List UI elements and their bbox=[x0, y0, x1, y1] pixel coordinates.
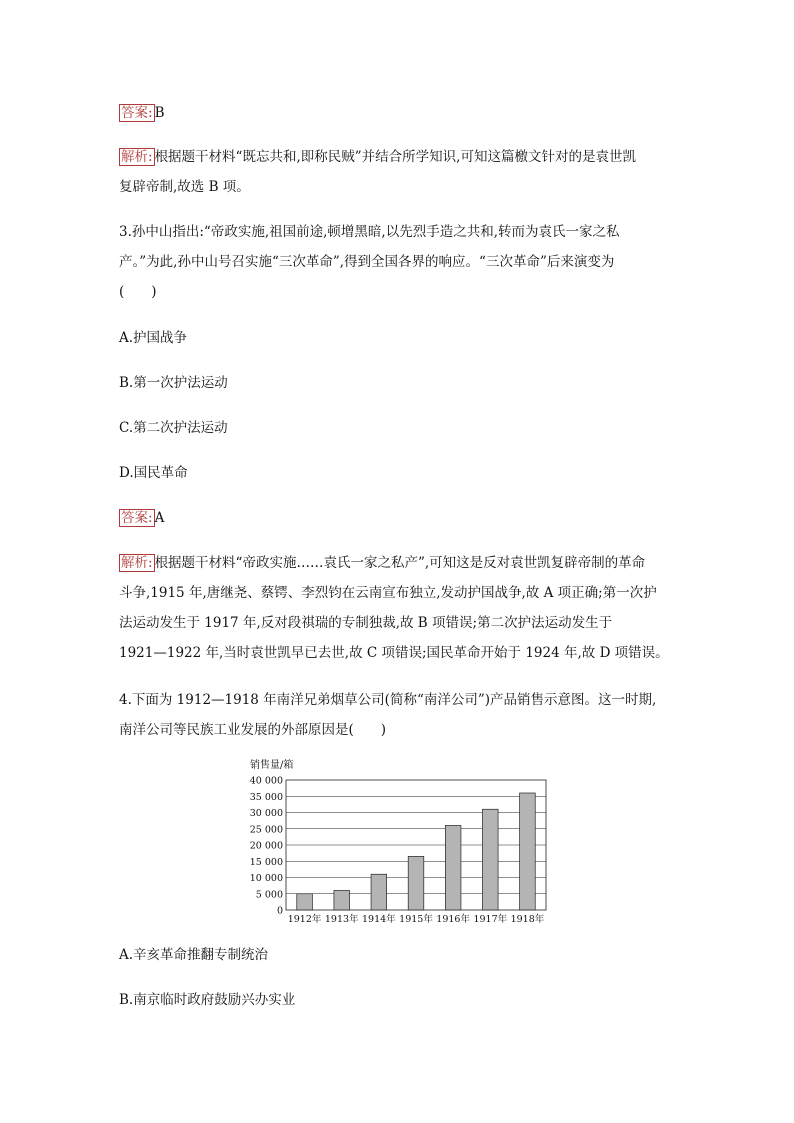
q3-stem-line-1: 3.孙中山指出:“帝政实施,祖国前途,顿增黑暗,以先烈手造之共和,转而为袁氏一家之私 bbox=[119, 224, 620, 240]
chart-bar bbox=[408, 856, 424, 910]
q3-option-a: A.护国战争 bbox=[119, 330, 188, 346]
chart-x-tick-label: 1915年 bbox=[399, 914, 433, 925]
chart-y-tick-label: 40 000 bbox=[249, 775, 283, 787]
q2-analysis-line-1 bbox=[119, 147, 636, 167]
q3-analysis-text-1: 根据题干材料“帝政实施……袁氏一家之私产”,可知这是反对袁世凯复辟帝制的革命 bbox=[154, 555, 646, 571]
chart-bar bbox=[371, 874, 387, 910]
chart-y-tick-label: 25 000 bbox=[249, 824, 283, 836]
chart-x-tick-label: 1917年 bbox=[473, 914, 508, 925]
q3-analysis-label: 解析: bbox=[121, 555, 153, 571]
q2-analysis-line-2: 复辟帝制,故选 B 项。 bbox=[119, 179, 250, 195]
q3-option-d: D.国民革命 bbox=[119, 465, 188, 481]
q4-option-a: A.辛亥革命推翻专制统治 bbox=[119, 947, 269, 963]
q2-answer-line bbox=[119, 103, 164, 123]
chart-y-tick-label: 35 000 bbox=[249, 791, 283, 803]
chart-bar bbox=[445, 826, 461, 911]
chart-y-tick-label: 30 000 bbox=[249, 808, 283, 819]
chart-x-tick-label: 1914年 bbox=[362, 914, 396, 925]
chart-bar bbox=[334, 891, 350, 911]
q3-analysis-line-2: 斗争,1915 年,唐继尧、蔡锷、李烈钧在云南宣布独立,发动护国战争,故 A 项正确;第一次护 bbox=[119, 585, 657, 601]
chart-x-tick-label: 1913年 bbox=[324, 914, 359, 925]
q3-answer-line bbox=[119, 508, 164, 528]
q2-answer-label: 答案: bbox=[121, 105, 153, 121]
q3-answer-value: A bbox=[154, 510, 165, 526]
chart-y-tick-label: 20 000 bbox=[249, 840, 283, 852]
chart-y-tick-label: 10 000 bbox=[249, 873, 283, 884]
chart-x-tick-label: 1918年 bbox=[510, 914, 545, 925]
chart-x-tick-label: 1916年 bbox=[436, 914, 470, 925]
chart-y-tick-label: 15 000 bbox=[249, 856, 283, 868]
q4-stem-line-2: 南洋公司等民族工业发展的外部原因是( ) bbox=[119, 722, 387, 738]
chart-x-tick-label: 1912年 bbox=[287, 914, 322, 925]
q3-option-b: B.第一次护法运动 bbox=[119, 375, 228, 391]
chart-y-tick-label: 0 bbox=[276, 905, 283, 917]
q3-stem-line-3: ( ) bbox=[119, 284, 157, 300]
q3-answer-label: 答案: bbox=[121, 510, 153, 526]
chart-bar bbox=[297, 894, 313, 910]
q3-analysis-line-4: 1921—1922 年,当时袁世凯早已去世,故 C 项错误;国民革命开始于 1924 年,故 D 项错误。 bbox=[119, 645, 669, 661]
q2-answer-value: B bbox=[154, 105, 165, 121]
sales-bar-chart bbox=[248, 758, 548, 928]
q2-analysis-label: 解析: bbox=[121, 149, 153, 165]
q3-analysis-line-1 bbox=[119, 553, 645, 573]
q4-stem-line-1: 4.下面为 1912—1918 年南洋兄弟烟草公司(简称“南洋公司”)产品销售示意图。这一时期, bbox=[119, 692, 657, 708]
q3-analysis-line-3: 法运动发生于 1917 年,反对段祺瑞的专制独裁,故 B 项错误;第二次护法运动发生于 bbox=[119, 615, 613, 631]
chart-bar bbox=[520, 793, 536, 910]
chart-bar bbox=[482, 809, 498, 910]
chart-y-axis-label: 销售量/箱 bbox=[250, 760, 294, 771]
q3-option-c: C.第二次护法运动 bbox=[119, 420, 228, 436]
q3-stem-line-2: 产。”为此,孙中山号召实施“三次革命”,得到全国各界的响应。“三次革命”后来演变为 bbox=[119, 254, 615, 270]
q2-analysis-text-1: 根据题干材料“既忘共和,即称民贼”并结合所学知识,可知这篇檄文针对的是袁世凯 bbox=[154, 149, 636, 165]
q4-option-b: B.南京临时政府鼓励兴办实业 bbox=[119, 992, 296, 1008]
chart-y-tick-label: 5 000 bbox=[255, 889, 283, 901]
